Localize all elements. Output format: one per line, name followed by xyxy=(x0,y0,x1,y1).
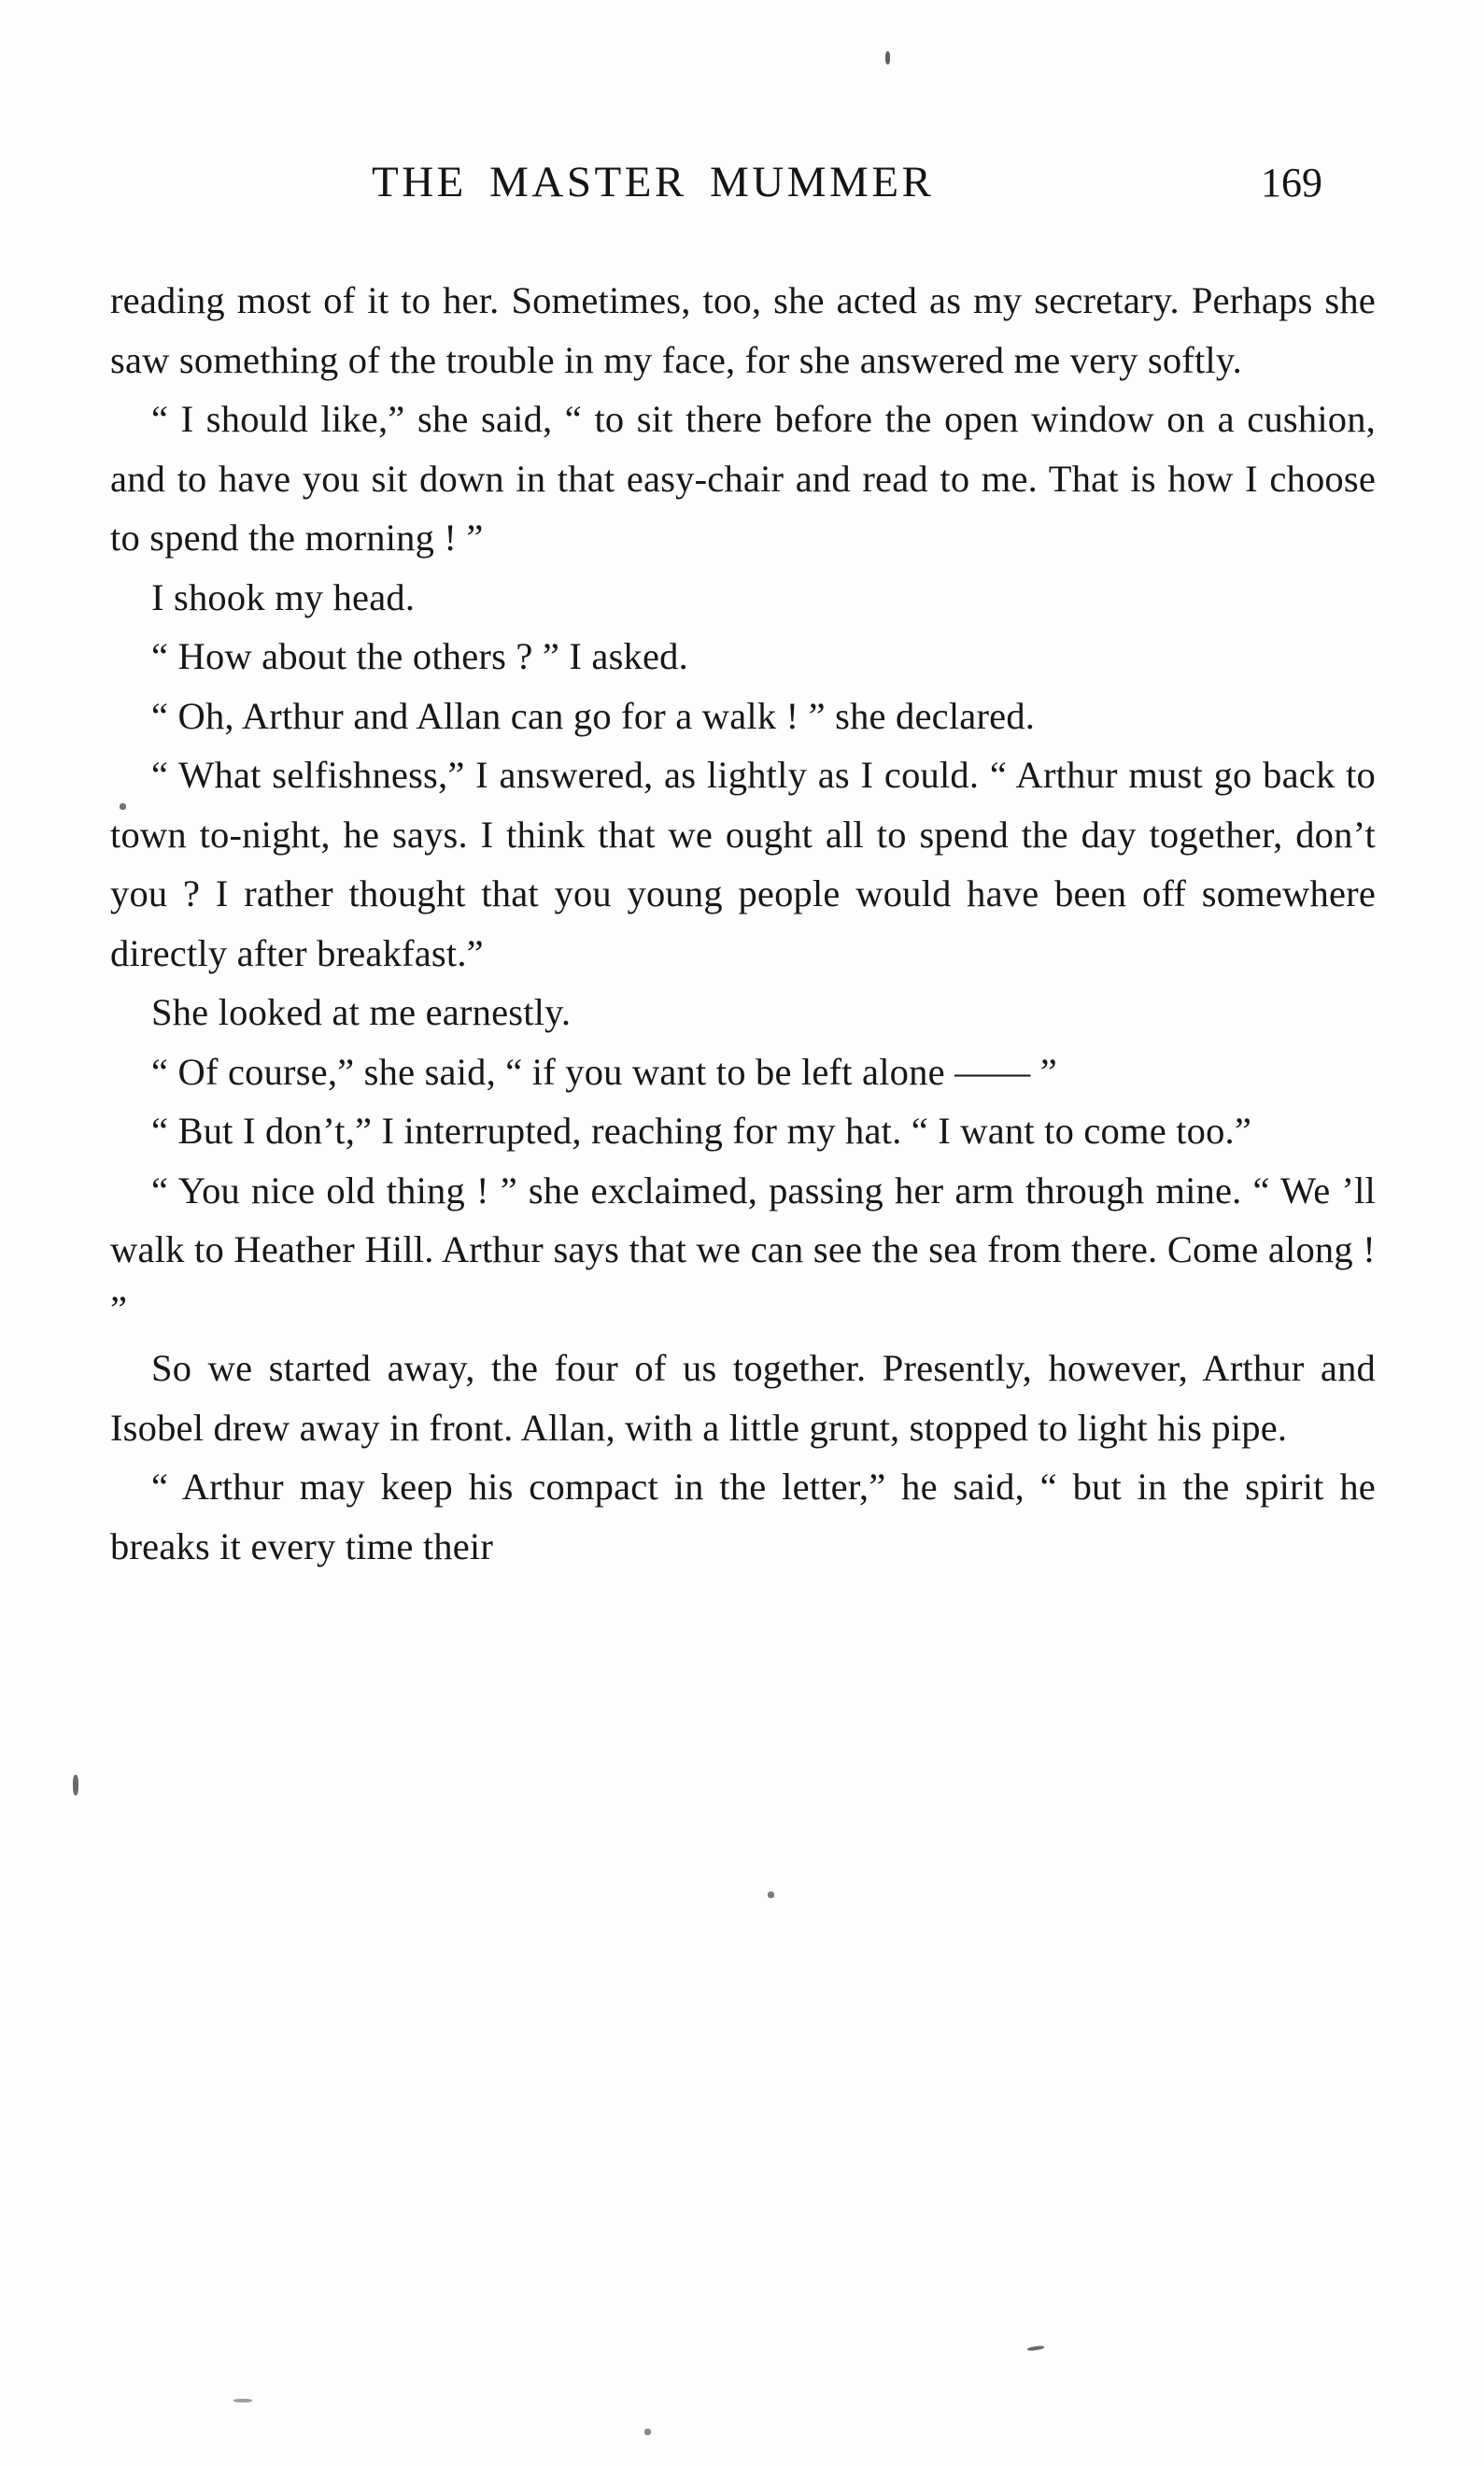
scan-speck xyxy=(120,803,126,810)
page-header xyxy=(110,157,1380,207)
scan-speck xyxy=(233,2399,252,2402)
paragraph: “ I should like,” she said, “ to sit there before the open window on a cushion, and to have you sit down in that easy-chair and read to me. That is how I choose to spend the morning ! ” xyxy=(110,398,1376,559)
paragraph: “ You nice old thing ! ” she exclaimed, passing her arm through mine. “ We ’ll walk to Heather Hill. Arthur says that we can see the sea from there. Come along ! ” xyxy=(110,1169,1376,1330)
page-number: 169 xyxy=(1261,160,1322,206)
paragraph: “ How about the others ? ” I asked. xyxy=(151,635,688,677)
paragraph: She looked at me earnestly. xyxy=(151,991,572,1033)
scan-speck xyxy=(644,2429,651,2435)
paragraph: I shook my head. xyxy=(151,575,416,618)
paragraph: “ Of course,” she said, “ if you want to be left alone —— ” xyxy=(151,1050,1057,1093)
running-head-title: THE MASTER MUMMER xyxy=(372,158,935,206)
scan-speck xyxy=(1027,2346,1044,2351)
paragraph: “ What selfishness,” I answered, as lightly as I could. “ Arthur must go back to town to-night, he says. I think that we ought all to spend the day together, don’t you ? I rather thought that you young people would have been off somewhere directly after breakfast.” xyxy=(110,754,1376,974)
paragraph: “ But I don’t,” I interrupted, reaching for my hat. “ I want to come too.” xyxy=(151,1110,1252,1152)
scan-speck xyxy=(885,51,890,64)
scan-speck xyxy=(768,1892,774,1898)
page-body xyxy=(110,271,1376,1576)
paragraph: “ Oh, Arthur and Allan can go for a walk ! ” she declared. xyxy=(151,694,1036,737)
paragraph: So we started away, the four of us together. Presently, however, Arthur and Isobel drew away in front. Allan, with a little grunt, stopped to light his pipe. xyxy=(110,1347,1376,1449)
scan-speck xyxy=(73,1775,78,1795)
paragraph: “ Arthur may keep his compact in the letter,” he said, “ but in the spirit he breaks it every time their xyxy=(110,1466,1376,1567)
paragraph: reading most of it to her. Sometimes, too, she acted as my secretary. Perhaps she saw something of the trouble in my face, for she answered me very softly. xyxy=(110,279,1376,381)
